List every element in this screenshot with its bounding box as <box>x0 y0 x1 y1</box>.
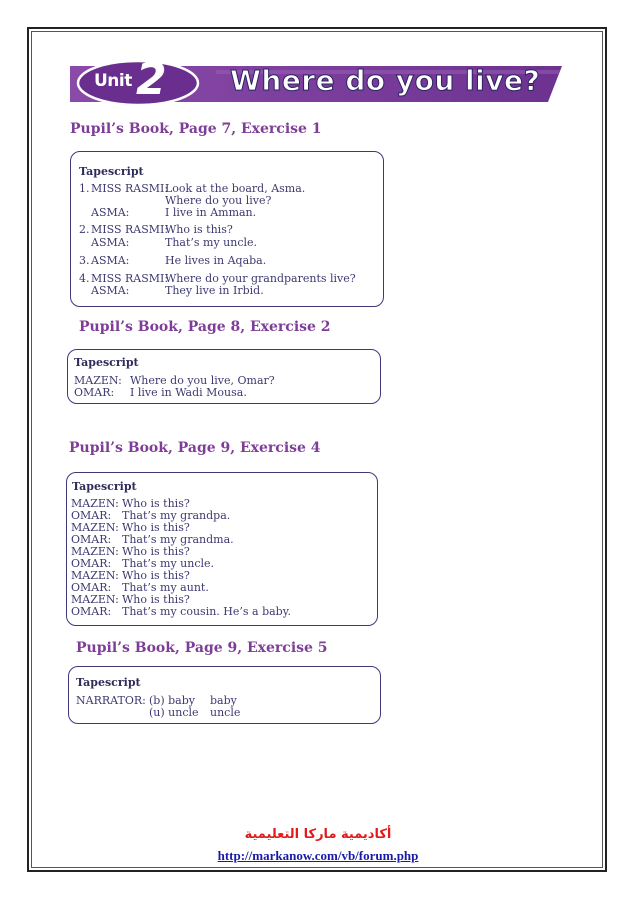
line-num: 4. <box>79 272 90 285</box>
line-speaker: OMAR: <box>71 581 112 594</box>
line-text: Who is this? <box>122 569 190 582</box>
line-text: Where do you live, Omar? <box>130 374 275 387</box>
line-text: Who is this? <box>165 223 233 236</box>
line-speaker: OMAR: <box>71 605 112 618</box>
line-speaker: OMAR: <box>71 509 112 522</box>
line-col2: baby <box>210 694 237 707</box>
line-col1: (b) baby <box>149 694 195 707</box>
line-speaker: MAZEN: <box>74 374 122 387</box>
footer-academy-name: أكاديمية ماركا التعليمية <box>244 827 392 842</box>
line-speaker: MISS RASMI: <box>91 182 169 195</box>
line-speaker: OMAR: <box>71 557 112 570</box>
line-speaker: ASMA: <box>91 236 130 249</box>
tapescript-title: Tapescript <box>74 356 139 369</box>
line-num: 1. <box>79 182 90 195</box>
line-text: That’s my grandpa. <box>122 509 231 522</box>
tapescript-box-ex4 <box>66 472 378 626</box>
line-speaker: OMAR: <box>71 533 112 546</box>
line-text: Who is this? <box>122 545 190 558</box>
line-num: 3. <box>79 254 90 267</box>
section-heading-ex2: Pupil’s Book, Page 8, Exercise 2 <box>79 319 331 335</box>
tapescript-title: Tapescript <box>76 676 141 689</box>
line-speaker: MAZEN: <box>71 521 119 534</box>
tapescript-title: Tapescript <box>72 480 137 493</box>
line-speaker: MISS RASMI: <box>91 223 169 236</box>
tapescript-box-ex5 <box>68 666 381 724</box>
line-num: 2. <box>79 223 90 236</box>
line-text: That’s my grandma. <box>122 533 234 546</box>
line-speaker: MAZEN: <box>71 569 119 582</box>
line-speaker: ASMA: <box>91 206 130 219</box>
line-text: I live in Amman. <box>165 206 257 219</box>
line-text: I live in Wadi Mousa. <box>130 386 247 399</box>
line-text: They live in Irbid. <box>165 284 264 297</box>
line-speaker: ASMA: <box>91 254 130 267</box>
section-heading-ex5: Pupil’s Book, Page 9, Exercise 5 <box>76 640 328 656</box>
line-text: Where do you live? <box>165 194 272 207</box>
tapescript-title: Tapescript <box>79 165 144 178</box>
unit-banner <box>66 54 564 106</box>
line-speaker: MAZEN: <box>71 497 119 510</box>
unit-label: Unit <box>94 71 132 91</box>
section-heading-ex1: Pupil’s Book, Page 7, Exercise 1 <box>70 121 322 137</box>
line-text: That’s my aunt. <box>122 581 209 594</box>
tapescript-box-ex1 <box>70 151 384 307</box>
line-text: He lives in Aqaba. <box>165 254 267 267</box>
line-text: That’s my cousin. He’s a baby. <box>122 605 291 618</box>
line-text: Who is this? <box>122 593 190 606</box>
line-col2: uncle <box>210 706 241 719</box>
line-speaker: MISS RASMI: <box>91 272 169 285</box>
line-speaker: ASMA: <box>91 284 130 297</box>
line-text: That’s my uncle. <box>165 236 258 249</box>
line-speaker: OMAR: <box>74 386 115 399</box>
line-speaker: MAZEN: <box>71 593 119 606</box>
page-title: Where do you live? <box>230 64 541 97</box>
tapescript-box-ex2 <box>67 349 381 404</box>
section-heading-ex4: Pupil’s Book, Page 9, Exercise 4 <box>69 440 321 456</box>
line-text: Who is this? <box>122 521 190 534</box>
line-text: That’s my uncle. <box>122 557 215 570</box>
line-text: Who is this? <box>122 497 190 510</box>
line-col1: (u) uncle <box>149 706 199 719</box>
footer-forum-link[interactable]: http://markanow.com/vb/forum.php <box>217 848 419 863</box>
line-speaker: NARRATOR: <box>76 694 146 707</box>
line-text: Look at the board, Asma. <box>165 182 306 195</box>
line-text: Where do your grandparents live? <box>165 272 356 285</box>
line-speaker: MAZEN: <box>71 545 119 558</box>
unit-number: 2 <box>136 54 167 105</box>
